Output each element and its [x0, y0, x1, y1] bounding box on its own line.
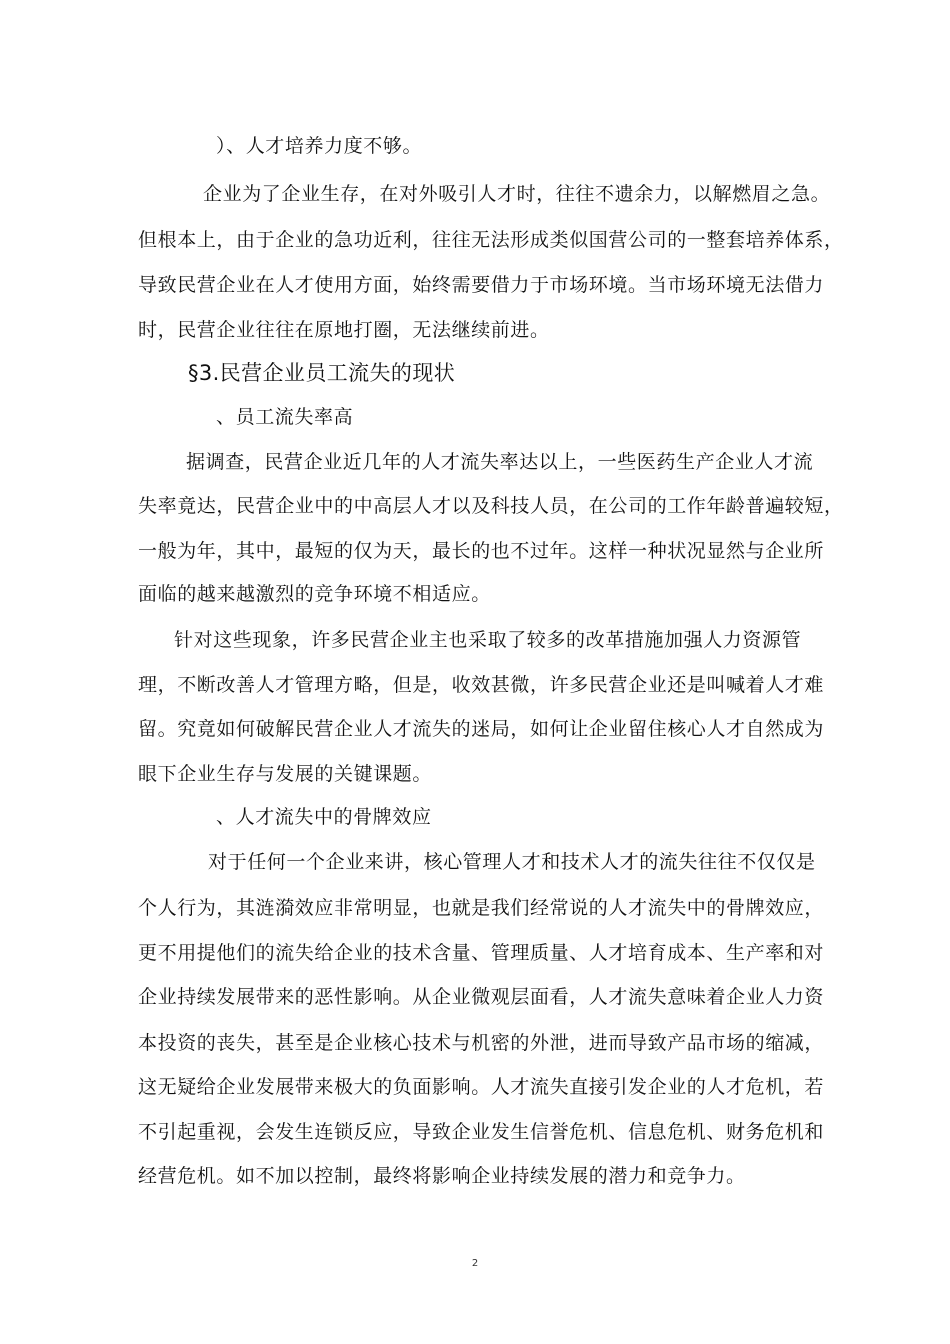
paragraph-line: 更不用提他们的流失给企业的技术含量、管理质量、人才培育成本、生产率和对	[138, 942, 825, 964]
paragraph-line: 这无疑给企业发展带来极大的负面影响。人才流失直接引发企业的人才危机，若	[138, 1076, 825, 1098]
paragraph-line: 面临的越来越激烈的竞争环境不相适应。	[138, 583, 491, 605]
paragraph-line: 一般为年，其中，最短的仅为天，最长的也不过年。这样一种状况显然与企业所	[138, 540, 825, 562]
paragraph-line: 失率竟达，民营企业中的中高层人才以及科技人员，在公司的工作年龄普遍较短，	[138, 495, 844, 517]
paragraph-line: 企业为了企业生存，在对外吸引人才时，往往不遗余力，以解燃眉之急。	[203, 183, 831, 205]
paragraph-line: 时，民营企业往往在原地打圈，无法继续前进。	[138, 319, 550, 341]
paragraph-line: 但根本上，由于企业的急功近利，往往无法形成类似国营公司的一整套培养体系，	[138, 229, 844, 251]
paragraph-line: 企业持续发展带来的恶性影响。从企业微观层面看，人才流失意味着企业人力资	[138, 986, 825, 1008]
heading-talent-training: ）、人才培养力度不够。	[216, 135, 423, 157]
paragraph-line: 经营危机。如不加以控制，最终将影响企业持续发展的潜力和竞争力。	[138, 1165, 746, 1187]
paragraph-line: 理，不断改善人才管理方略，但是，收效甚微，许多民营企业还是叫喊着人才难	[138, 674, 825, 696]
subheading-domino-effect: 、人才流失中的骨牌效应	[216, 806, 432, 828]
paragraph-line: 不引起重视，会发生连锁反应，导致企业发生信誉危机、信息危机、财务危机和	[138, 1121, 825, 1143]
paragraph-line: 留。究竟如何破解民营企业人才流失的迷局，如何让企业留住核心人才自然成为	[138, 718, 825, 740]
paragraph-line: 针对这些现象，许多民营企业主也采取了较多的改革措施加强人力资源管	[174, 629, 802, 651]
page-number: 2	[471, 1258, 479, 1269]
paragraph-line: 本投资的丧失，甚至是企业核心技术与机密的外泄，进而导致产品市场的缩减，	[138, 1032, 825, 1054]
subheading-turnover-rate: 、员工流失率高	[216, 406, 354, 428]
paragraph-line: 导致民营企业在人才使用方面，始终需要借力于市场环境。当市场环境无法借力	[138, 274, 825, 296]
paragraph-line: 眼下企业生存与发展的关键课题。	[138, 763, 433, 785]
paragraph-line: 据调查，民营企业近几年的人才流失率达以上，一些医药生产企业人才流	[186, 451, 814, 473]
paragraph-line: 个人行为，其涟漪效应非常明显，也就是我们经常说的人才流失中的骨牌效应，	[138, 897, 825, 919]
section-title: §3.民营企业员工流失的现状	[188, 361, 456, 385]
paragraph-line: 对于任何一个企业来讲，核心管理人才和技术人才的流失往往不仅仅是	[208, 851, 816, 873]
